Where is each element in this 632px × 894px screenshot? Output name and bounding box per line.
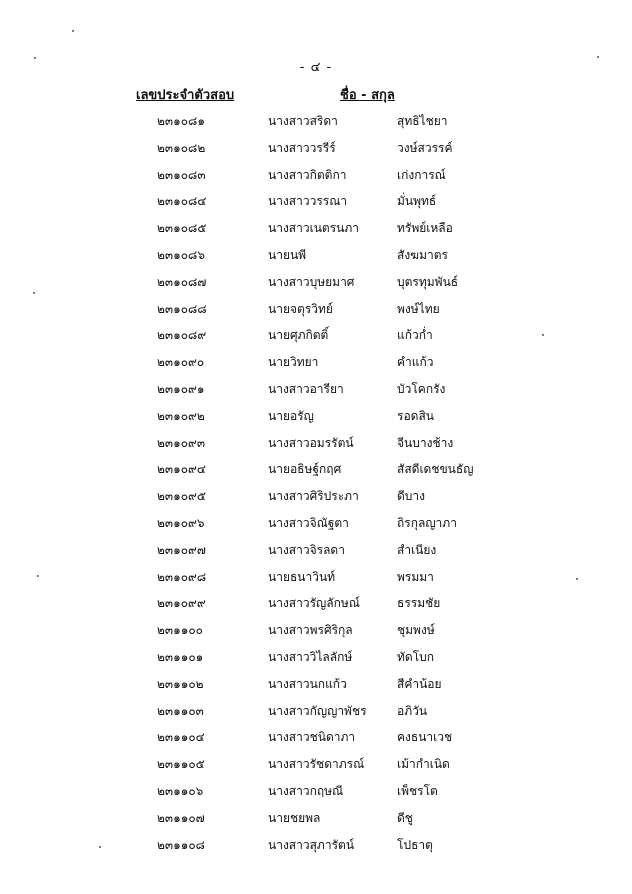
scan-speck (597, 56, 599, 58)
table-row (0, 300, 632, 327)
scan-speck (72, 30, 74, 32)
exam-id: ๒๓๑๐๘๒ (157, 140, 206, 155)
exam-id: ๒๓๑๐๙๕ (157, 489, 206, 504)
exam-id: ๒๓๑๐๘๙ (157, 328, 207, 343)
scan-speck (542, 334, 544, 336)
table-row (0, 675, 632, 702)
last-name: ดีบาง (397, 489, 426, 504)
exam-id: ๒๓๑๐๙๐ (157, 355, 205, 370)
table-row (0, 514, 632, 541)
last-name: จีนบางช้าง (397, 435, 454, 450)
scan-speck (37, 575, 39, 577)
exam-id: ๒๓๑๐๘๗ (157, 274, 207, 289)
last-name: แก้วก่ำ (397, 328, 433, 343)
first-name: นายนพี (268, 247, 307, 262)
table-row (0, 541, 632, 568)
last-name: วงษ์สวรรค์ (397, 140, 453, 155)
table-row (0, 246, 632, 273)
first-name: นายศุภกิตติ์ (268, 328, 329, 343)
exam-id: ๒๓๑๑๐๗ (157, 810, 205, 825)
last-name: โปธาตุ (397, 837, 433, 852)
table-row (0, 809, 632, 836)
table-row (0, 648, 632, 675)
first-name: นางสาวสุภารัตน์ (268, 837, 355, 852)
first-name: นางสาวพรศิริกุล (268, 623, 353, 638)
table-row (0, 568, 632, 595)
last-name: เพ็ชรโต (397, 783, 438, 798)
first-name: นางสาวอมรรัตน์ (268, 435, 354, 450)
table-row (0, 702, 632, 729)
table-row (0, 434, 632, 461)
last-name: ธรรมชัย (397, 596, 441, 611)
first-name: นางสาวจิรลดา (268, 542, 345, 557)
exam-id: ๒๓๑๐๘๑ (157, 114, 205, 128)
last-name: บัวโคกรัง (397, 381, 446, 396)
first-name: นางสาวอารียา (268, 381, 344, 396)
last-name: ทรัพย์เหลือ (397, 221, 453, 236)
last-name: สัสดีเดชขนธัญ (397, 462, 474, 477)
exam-id: ๒๓๑๐๙๗ (157, 542, 206, 557)
exam-id: ๒๓๑๐๘๕ (157, 221, 207, 236)
last-name: คงธนาเวช (397, 730, 453, 745)
first-name: นางสาวบุษยมาศ (268, 274, 355, 289)
table-row (0, 219, 632, 246)
first-name: นางสาวรัชดาภรณ์ (268, 757, 365, 772)
exam-id: ๒๓๑๑๐๑ (157, 649, 204, 664)
table-row (0, 594, 632, 621)
exam-id: ๒๓๑๑๐๘ (157, 837, 205, 852)
exam-id: ๒๓๑๐๘๓ (157, 167, 206, 182)
last-name: มั่นพุทธ์ (397, 194, 437, 209)
first-name: นางสาววรรีร์ (268, 140, 336, 155)
candidate-list (0, 112, 632, 862)
exam-id: ๒๓๑๐๘๖ (157, 247, 205, 262)
last-name: บุตรทุมพันธ์ (397, 274, 459, 289)
last-name: คำแก้ว (397, 355, 434, 370)
exam-id: ๒๓๑๐๙๘ (157, 569, 207, 584)
exam-id: ๒๓๑๐๘๘ (157, 301, 207, 316)
scan-speck (33, 292, 35, 294)
last-name: สำเนียง (397, 542, 437, 557)
scan-speck (99, 846, 101, 848)
table-row (0, 728, 632, 755)
table-row (0, 836, 632, 863)
table-row (0, 273, 632, 300)
table-header (0, 84, 632, 104)
first-name: นางสาวรัญลักษณ์ (268, 596, 360, 611)
last-name: เก่งการณ์ (397, 167, 446, 182)
last-name: ทัดโบก (397, 649, 435, 664)
exam-id: ๒๓๑๑๐๒ (157, 676, 204, 691)
table-row (0, 112, 632, 139)
first-name: นางสาวเนตรนภา (268, 221, 359, 236)
exam-id: ๒๓๑๐๘๔ (157, 194, 207, 209)
first-name: นางสาวกิตติกา (268, 167, 347, 182)
table-row (0, 755, 632, 782)
exam-id: ๒๓๑๑๐๓ (157, 703, 204, 718)
table-row (0, 353, 632, 380)
scan-speck (34, 57, 36, 59)
last-name: เม้ากำเนิด (397, 757, 450, 772)
last-name: ถิรกุลญาภา (397, 515, 457, 530)
first-name: นายอรัญ (268, 408, 314, 423)
table-row (0, 460, 632, 487)
exam-id: ๒๓๑๐๙๑ (157, 381, 205, 396)
exam-id: ๒๓๑๑๐๐ (157, 623, 203, 638)
exam-id: ๒๓๑๐๙๙ (157, 596, 206, 611)
last-name: รอดสิน (397, 408, 434, 423)
first-name: นางสาวกฤษณี (268, 783, 344, 798)
last-name: ชุมพงษ์ (397, 623, 435, 638)
scan-speck (576, 578, 578, 580)
last-name: สังฆมาตร (397, 247, 448, 262)
last-name: ดีชู (397, 810, 413, 825)
first-name: นางสาวกัญญาพัชร (268, 703, 367, 718)
table-row (0, 192, 632, 219)
first-name: นายธนาวินท์ (268, 569, 336, 584)
table-row (0, 487, 632, 514)
exam-id: ๒๓๑๐๙๔ (157, 462, 206, 477)
exam-id: ๒๓๑๐๙๓ (157, 435, 206, 450)
first-name: นายจตุรวิทย์ (268, 301, 333, 316)
page-number: - ๔ - (299, 60, 333, 75)
first-name: นางสาวสริดา (268, 114, 338, 128)
first-name: นางสาววิไลลักษ์ (268, 649, 353, 664)
last-name: พงษ์ไทย (397, 301, 440, 316)
table-row (0, 380, 632, 407)
table-row (0, 782, 632, 809)
table-row (0, 166, 632, 193)
table-row (0, 139, 632, 166)
first-name: นายอธิษฐ์กฤศ (268, 462, 342, 477)
last-name: สีคำน้อย (397, 676, 442, 691)
exam-id: ๒๓๑๐๙๒ (157, 408, 205, 423)
exam-id: ๒๓๑๑๐๖ (157, 783, 204, 798)
table-row (0, 621, 632, 648)
exam-id: ๒๓๑๐๙๖ (157, 515, 205, 530)
table-row (0, 407, 632, 434)
first-name: นายชยพล (268, 810, 321, 825)
name-column-header: ชื่อ - สกุล (340, 88, 395, 103)
first-name: นางสาวศิริประภา (268, 489, 359, 504)
first-name: นายวิทยา (268, 355, 319, 370)
exam-id: ๒๓๑๑๐๕ (157, 757, 205, 772)
last-name: พรมมา (397, 569, 434, 584)
first-name: นางสาววรรณา (268, 194, 348, 209)
first-name: นางสาวชนิดาภา (268, 730, 356, 745)
exam-id-column-header: เลขประจำตัวสอบ (136, 88, 235, 103)
exam-id: ๒๓๑๑๐๔ (157, 730, 205, 745)
first-name: นางสาวนกแก้ว (268, 676, 347, 691)
table-row (0, 326, 632, 353)
first-name: นางสาวจิณัฐตา (268, 515, 349, 530)
last-name: อภิวัน (397, 703, 428, 718)
last-name: สุทธิไชยา (397, 114, 448, 128)
